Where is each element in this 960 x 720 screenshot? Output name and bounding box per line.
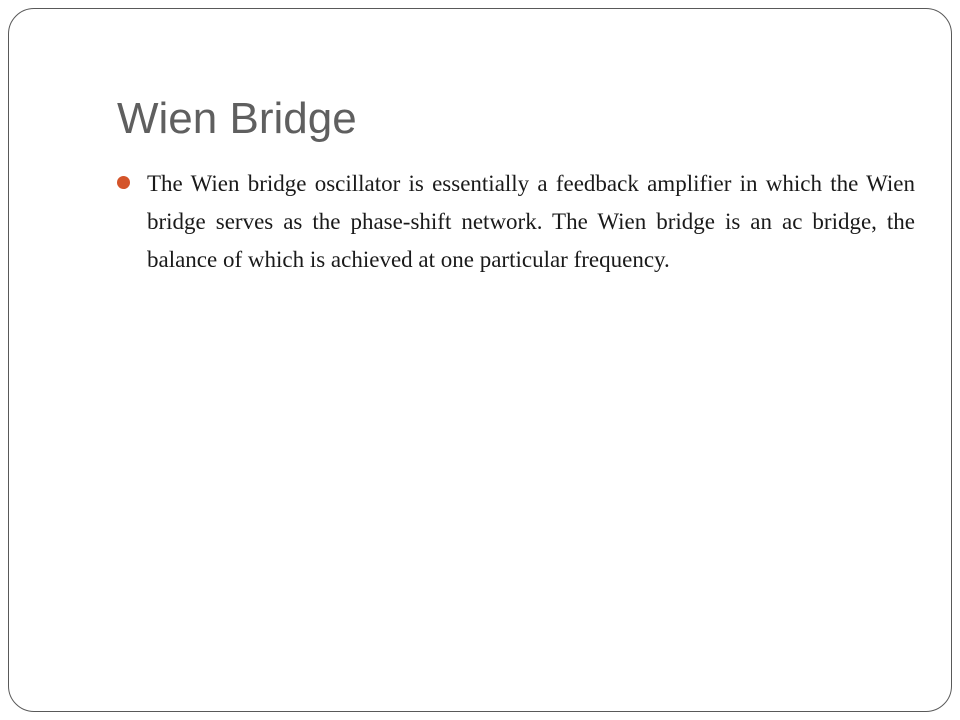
- slide-title: Wien Bridge: [117, 94, 357, 143]
- bullet-list: [115, 165, 915, 279]
- bullet-item: [115, 165, 915, 279]
- slide-frame: [8, 8, 952, 712]
- bullet-text: The Wien bridge oscillator is essentially a feedback amplifier in which the Wien bridge serves as the phase-shift network. The Wien bridge is an ac bridge, the balance of which is achieved at one particular frequency.: [147, 171, 915, 272]
- bullet-dot-icon: [117, 176, 130, 189]
